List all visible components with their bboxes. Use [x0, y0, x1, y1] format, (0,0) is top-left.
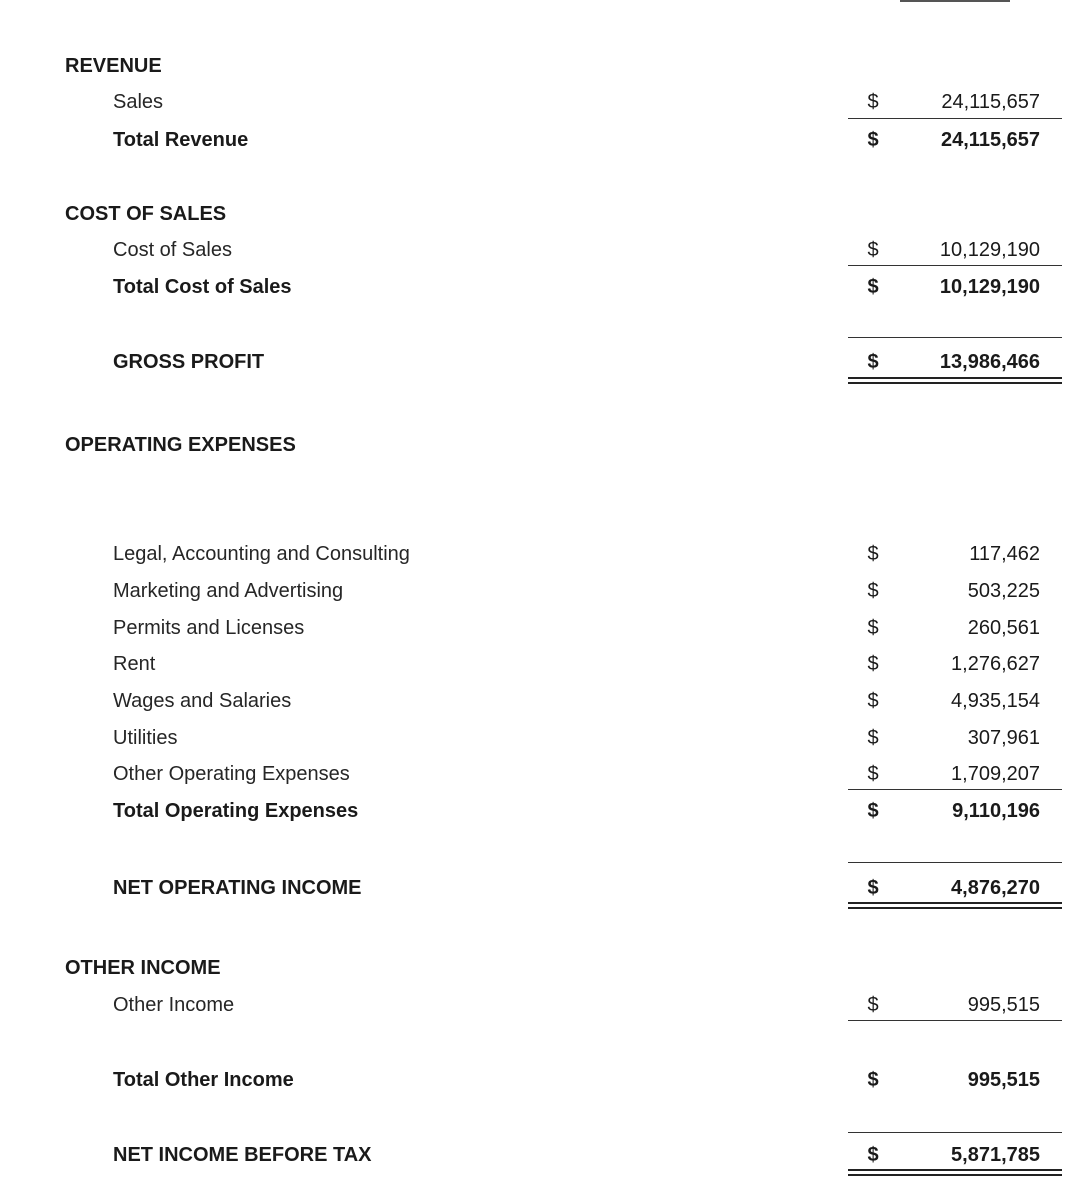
total-cost-of-sales-currency: $ [867, 276, 879, 298]
cost-of-sales-label: Cost of Sales [113, 239, 232, 261]
sales-row [0, 87, 1080, 117]
opex-item-amount: 1,276,627 [951, 653, 1040, 675]
cost-of-sales-heading: COST OF SALES [65, 203, 227, 225]
sales-label: Sales [113, 91, 164, 113]
gross-profit-label: GROSS PROFIT [113, 351, 265, 373]
cost-of-sales-amount: 10,129,190 [939, 239, 1040, 261]
revenue-heading-row [0, 51, 1080, 81]
opex-item-currency: $ [867, 617, 879, 639]
net-income-before-tax-row [0, 1140, 1080, 1170]
opex-item-amount: 307,961 [967, 727, 1040, 749]
opex-subtotal-rule [848, 789, 1062, 790]
net-operating-income-amount: 4,876,270 [951, 877, 1040, 899]
opex-item-label: Utilities [113, 727, 178, 749]
total-operating-expenses-row [0, 796, 1080, 826]
net-income-before-tax-top-rule [848, 1132, 1062, 1133]
gross-profit-row [0, 347, 1080, 377]
total-other-income-label: Total Other Income [113, 1069, 294, 1091]
net-income-before-tax-double-rule [848, 1169, 1062, 1176]
net-operating-income-double-rule [848, 902, 1062, 909]
total-operating-expenses-label: Total Operating Expenses [113, 800, 359, 822]
net-income-before-tax-label: NET INCOME BEFORE TAX [113, 1144, 372, 1166]
opex-item-currency: $ [867, 580, 879, 602]
other-income-subtotal-rule [848, 1020, 1062, 1021]
opex-item-amount: 4,935,154 [951, 690, 1040, 712]
net-operating-income-top-rule [848, 862, 1062, 863]
opex-item-row [0, 759, 1080, 789]
gross-profit-top-rule [848, 337, 1062, 338]
opex-item-amount: 117,462 [969, 543, 1040, 565]
total-other-income-currency: $ [867, 1069, 879, 1091]
opex-item-row [0, 723, 1080, 753]
total-revenue-label: Total Revenue [113, 129, 249, 151]
net-income-before-tax-amount: 5,871,785 [951, 1144, 1040, 1166]
gross-profit-currency: $ [867, 351, 879, 373]
top-cropped-rule [900, 0, 1010, 5]
cost-of-sales-subtotal-rule [848, 265, 1062, 266]
opex-item-label: Other Operating Expenses [113, 763, 350, 785]
sales-currency: $ [867, 91, 879, 113]
total-cost-of-sales-amount: 10,129,190 [939, 276, 1040, 298]
total-cost-of-sales-label: Total Cost of Sales [113, 276, 292, 298]
opex-item-row [0, 613, 1080, 643]
other-income-currency: $ [867, 994, 879, 1016]
opex-item-amount: 1,709,207 [951, 763, 1040, 785]
opex-item-currency: $ [867, 763, 879, 785]
other-income-label: Other Income [113, 994, 235, 1016]
total-cost-of-sales-row [0, 272, 1080, 302]
other-income-heading: OTHER INCOME [65, 957, 221, 979]
total-other-income-amount: 995,515 [967, 1069, 1040, 1091]
opex-item-currency: $ [867, 727, 879, 749]
net-income-before-tax-currency: $ [867, 1144, 879, 1166]
operating-expenses-heading: OPERATING EXPENSES [65, 434, 296, 456]
opex-item-label: Wages and Salaries [113, 690, 292, 712]
net-operating-income-currency: $ [867, 877, 879, 899]
opex-item-currency: $ [867, 690, 879, 712]
total-operating-expenses-amount: 9,110,196 [952, 800, 1040, 822]
other-income-row [0, 990, 1080, 1020]
net-operating-income-row [0, 873, 1080, 903]
other-income-heading-row [0, 953, 1080, 983]
net-operating-income-label: NET OPERATING INCOME [113, 877, 362, 899]
opex-item-amount: 260,561 [967, 617, 1040, 639]
opex-item-label: Rent [113, 653, 156, 675]
opex-item-currency: $ [867, 543, 879, 565]
operating-expenses-heading-row [0, 430, 1080, 460]
opex-item-row [0, 686, 1080, 716]
gross-profit-amount: 13,986,466 [939, 351, 1040, 373]
total-revenue-amount: 24,115,657 [941, 129, 1040, 151]
cost-of-sales-currency: $ [867, 239, 879, 261]
cost-of-sales-row [0, 235, 1080, 265]
sales-amount: 24,115,657 [941, 91, 1040, 113]
revenue-heading: REVENUE [65, 55, 162, 77]
opex-item-row [0, 539, 1080, 569]
opex-item-label: Marketing and Advertising [113, 580, 344, 602]
opex-item-amount: 503,225 [967, 580, 1040, 602]
cost-of-sales-heading-row [0, 199, 1080, 229]
opex-item-row [0, 576, 1080, 606]
opex-item-label: Permits and Licenses [113, 617, 305, 639]
total-operating-expenses-currency: $ [867, 800, 879, 822]
opex-item-label: Legal, Accounting and Consulting [113, 543, 410, 565]
total-revenue-row [0, 125, 1080, 155]
total-revenue-currency: $ [867, 129, 879, 151]
opex-item-currency: $ [867, 653, 879, 675]
opex-item-row [0, 649, 1080, 679]
gross-profit-double-rule [848, 377, 1062, 384]
total-other-income-row [0, 1065, 1080, 1095]
other-income-amount: 995,515 [967, 994, 1040, 1016]
revenue-subtotal-rule [848, 118, 1062, 119]
